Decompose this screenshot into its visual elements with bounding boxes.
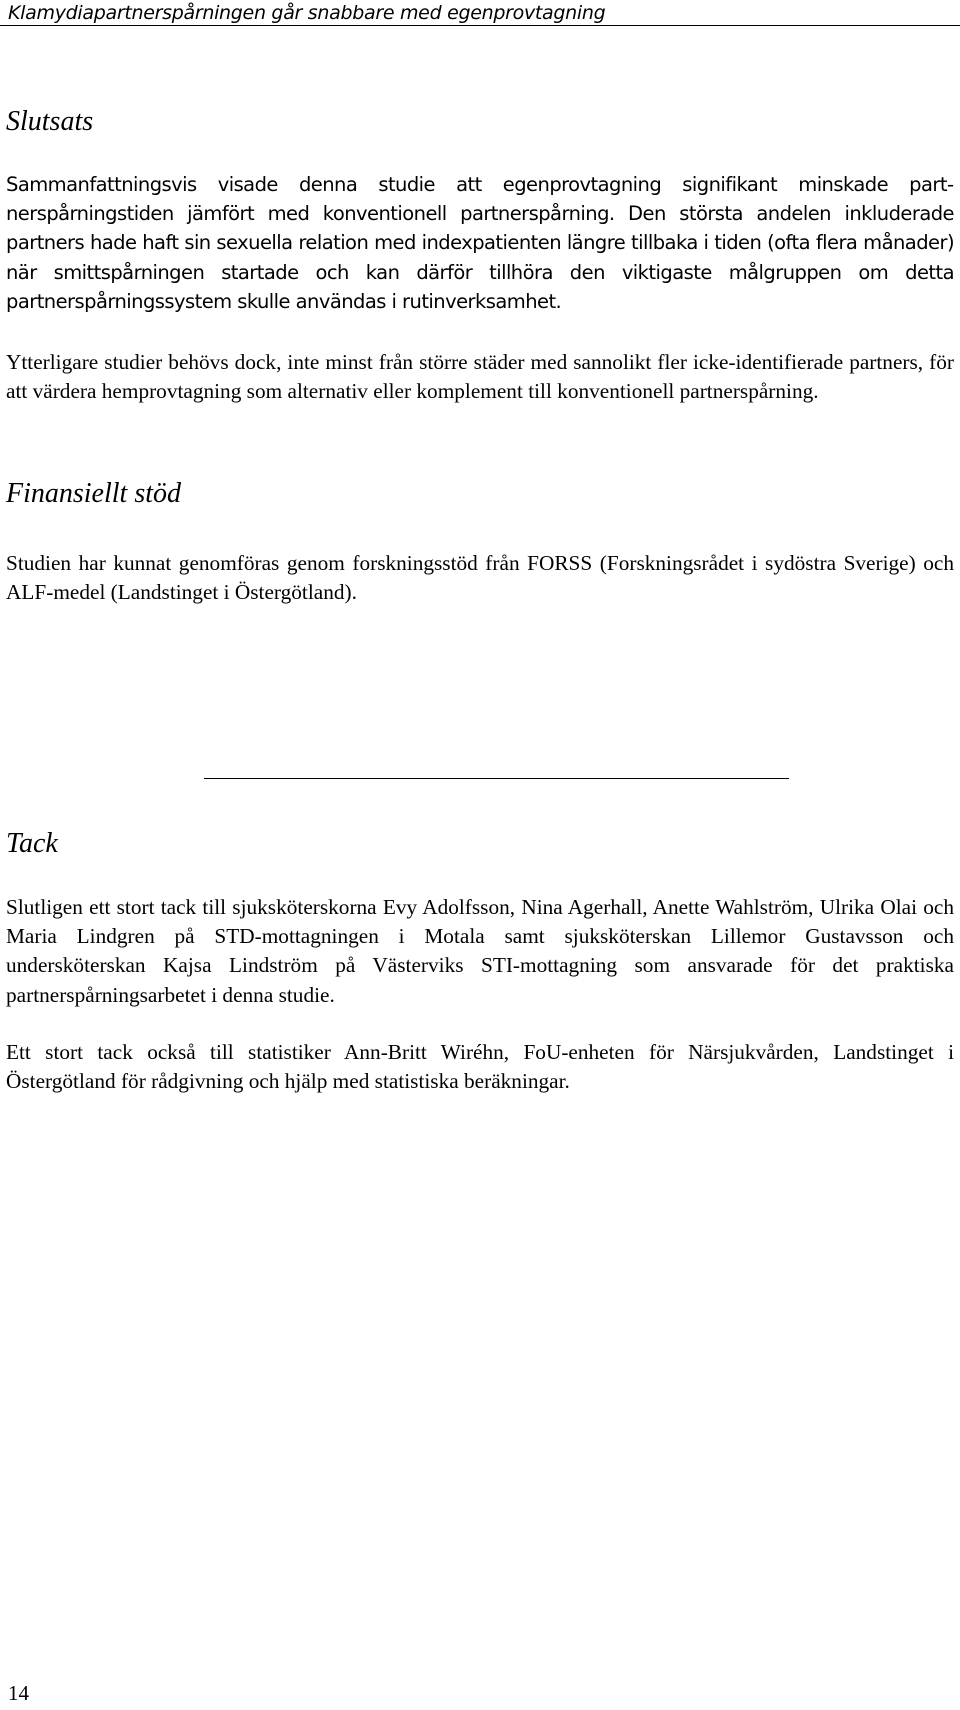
heading-slutsats: Slutsats (6, 106, 94, 137)
heading-finansiellt-stod: Finansiellt stöd (6, 478, 181, 509)
page-number: 14 (8, 1681, 29, 1705)
paragraph-tack-2: Ett stort tack också till statistiker Ann-Britt Wiréhn, FoU-enheten för Närsjukvården, Landstinget i Östergötland för rådgivning och hjälp med statistiska beräkningar. (6, 1040, 954, 1094)
paragraph-slutsats-2: Ytterligare studier behövs dock, inte minst från större städer med sannolikt fler icke-identifierade partners, för att värdera hemprovtagning som alternativ eller komplement till konventionell partnerspårning. (6, 350, 954, 404)
running-header: Klamydiapartnerspårningen går snabbare med egenprovtagning (8, 2, 606, 24)
paragraph-tack-1: Slutligen ett stort tack till sjuksköterskorna Evy Adolfsson, Nina Agerhall, Anette Wahlström, Ulrika Olai och Maria Lindgren på STD-mottagningen i Motala samt sjuksköterskan Lillemor Gustavsson och undersköterskan Kajsa Lindström på Västerviks STI-mottagning som ansvarade för det praktiska partnerspårningsarbetet i denna studie. (6, 895, 954, 1007)
paragraph-slutsats-1: Sammanfattningsvis visade denna studie att egenprovtagning signifikant minskade partnerspårningstiden jämfört med konventionell partnerspårning. Den största andelen inkluderade partners hade haft sin sexuella relation med indexpatienten längre tillbaka i tiden (ofta flera månader) när smittspårningen startade och kan därför tillhöra den viktigaste målgruppen om detta partnerspårningssystem skulle användas i rutinverksamhet. (6, 173, 954, 313)
heading-tack: Tack (6, 828, 58, 859)
section-divider (204, 778, 789, 779)
header-rule (0, 25, 960, 26)
paragraph-finansiellt-stod: Studien har kunnat genomföras genom forskningsstöd från FORSS (Forskningsrådet i sydöstra Sverige) och ALF-medel (Landstinget i Östergötland). (6, 551, 954, 605)
